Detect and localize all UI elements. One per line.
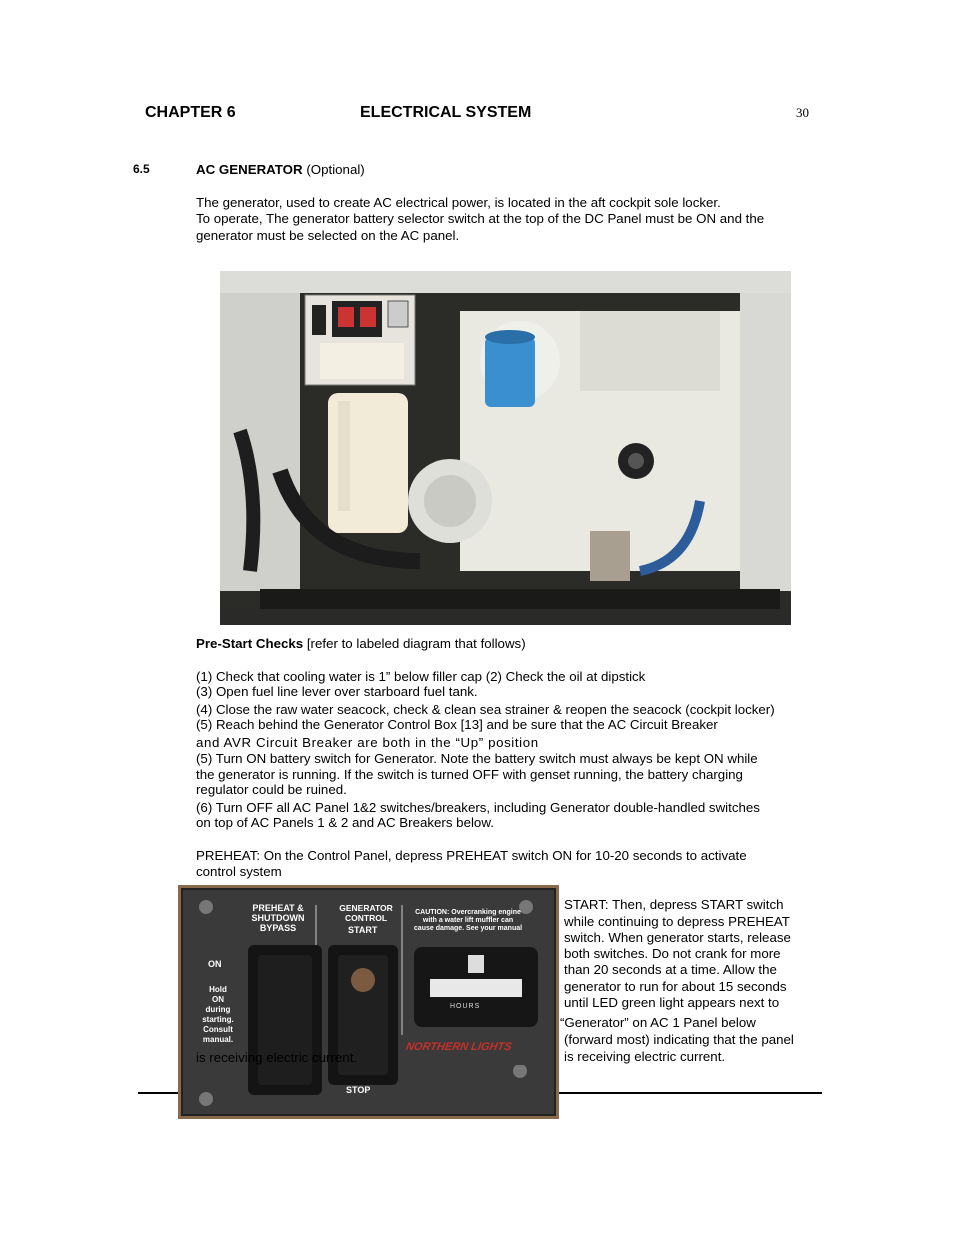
section-heading-bold: AC GENERATOR [196, 162, 303, 177]
chapter-label: CHAPTER 6 [145, 104, 236, 121]
prestart-line: regulator could be ruined. [196, 782, 347, 797]
control-panel-photo [178, 885, 559, 1119]
section-heading-suffix: (Optional) [302, 162, 365, 177]
preheat-label: PREHEAT & SHUTDOWN BYPASS [251, 903, 305, 933]
prestart-line: on top of AC Panels 1 & 2 and AC Breakers below. [196, 815, 494, 830]
generator-control-label: GENERATOR CONTROL [339, 903, 393, 923]
prestart-line: (1) Check that cooling water is 1” below filler cap (2) Check the oil at dipstick [196, 669, 646, 684]
bottom-rule-right [559, 1092, 822, 1094]
overlay-text: is receiving electric current. [196, 1050, 358, 1065]
section-heading [196, 162, 365, 177]
page-number: 30 [796, 105, 809, 120]
start-line: START: Then, depress START switch [564, 897, 784, 912]
start-line: while continuing to depress PREHEAT [564, 914, 790, 929]
prestart-line: and AVR Circuit Breaker are both in the “Up” position [196, 735, 539, 750]
prestart-line: (4) Close the raw water seacock, check & clean sea strainer & reopen the seacock (cockpit locker) [196, 702, 775, 717]
start-line: generator to run for about 15 seconds [564, 979, 787, 994]
caution-label: CAUTION: Overcranking engine with a water lift muffler can cause damage. See your manual [413, 909, 523, 932]
intro-line: The generator, used to create AC electrical power, is located in the aft cockpit sole locker. [196, 195, 721, 210]
prestart-line: (5) Turn ON battery switch for Generator. Note the battery switch must always be kept ON while [196, 751, 758, 766]
section-number: 6.5 [133, 162, 150, 176]
on-label: ON [208, 959, 222, 969]
prestart-line: (5) Reach behind the Generator Control Box [13] and be sure that the AC Circuit Breaker [196, 717, 718, 732]
prestart-heading [196, 636, 526, 651]
start-line: (forward most) indicating that the panel [564, 1032, 794, 1047]
hold-label: Hold ON during starting. Consult manual. [202, 985, 234, 1044]
hours-label: HOURS [450, 1003, 481, 1010]
brand-label: NORTHERN LIGHTS [404, 1041, 513, 1053]
start-line: is receiving electric current. [564, 1049, 726, 1064]
chapter-title: ELECTRICAL SYSTEM [360, 104, 532, 121]
start-label: START [348, 925, 378, 935]
prestart-heading-note: [refer to labeled diagram that follows) [303, 636, 526, 651]
stop-label: STOP [346, 1085, 371, 1095]
prestart-line: the generator is running. If the switch is turned OFF with genset running, the battery charging [196, 767, 743, 782]
prestart-heading-bold: Pre-Start Checks [196, 636, 304, 651]
start-line: both switches. Do not crank for more [564, 946, 781, 961]
start-line: “Generator” on AC 1 Panel below [560, 1015, 756, 1030]
prestart-line: (3) Open fuel line lever over starboard fuel tank. [196, 684, 478, 699]
prestart-line: (6) Turn OFF all AC Panel 1&2 switches/breakers, including Generator double-handled switches [196, 800, 760, 815]
generator-photo [220, 271, 791, 625]
start-line: until LED green light appears next to [564, 995, 780, 1010]
start-line: than 20 seconds at a time. Allow the [564, 962, 777, 977]
preheat-line: PREHEAT: On the Control Panel, depress PREHEAT switch ON for 10-20 seconds to activate [196, 848, 747, 863]
preheat-line: control system [196, 864, 282, 879]
start-line: switch. When generator starts, release [564, 930, 791, 945]
intro-line: generator must be selected on the AC panel. [196, 228, 460, 243]
intro-line: To operate, The generator battery selector switch at the top of the DC Panel must be ON and the [196, 211, 765, 226]
